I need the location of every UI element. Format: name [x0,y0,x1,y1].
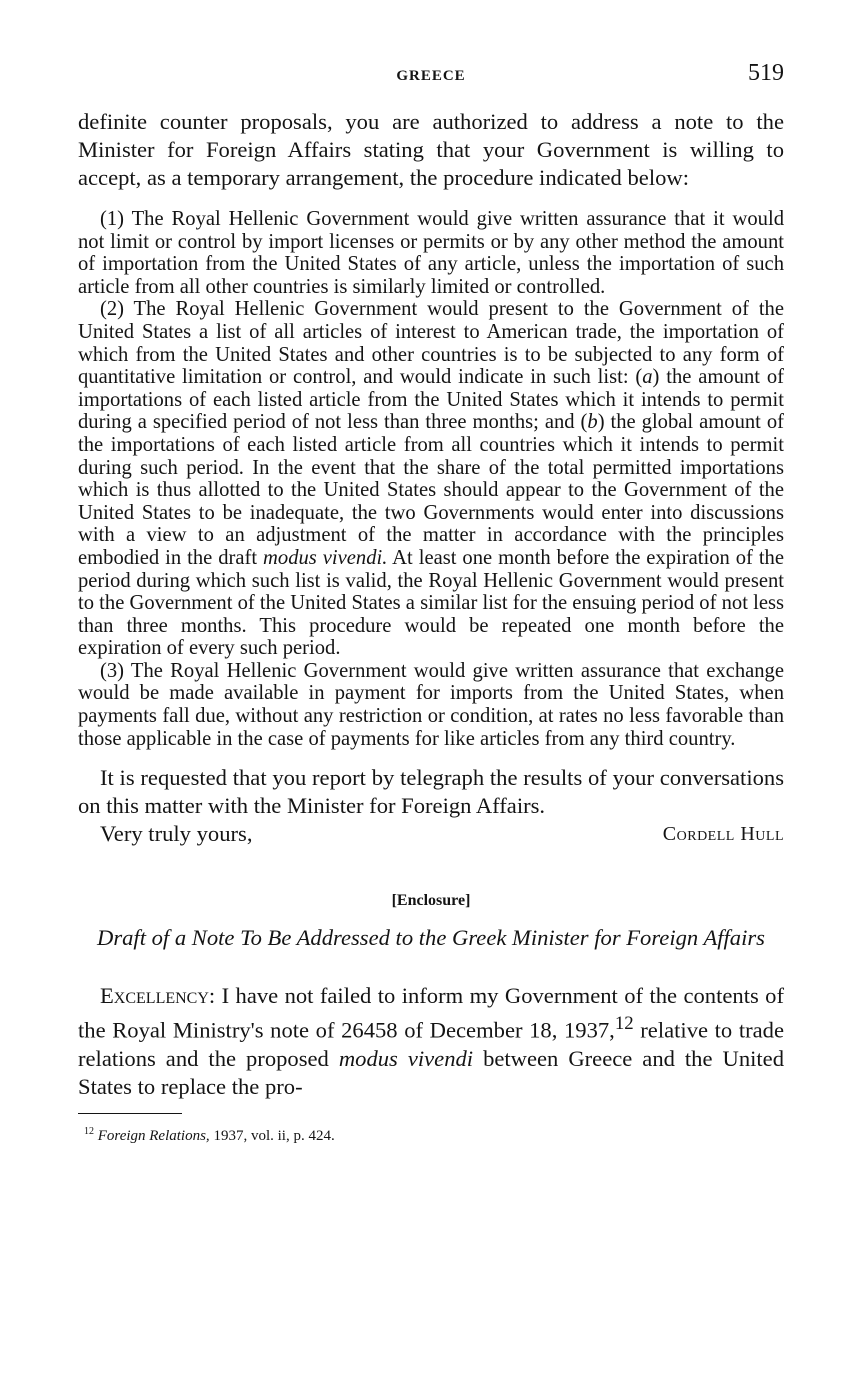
footnote-citation: 1937, vol. ii, p. 424. [209,1127,335,1144]
note-text-2: relative to trade relations and the proposed [78,1017,784,1071]
enclosure-label: [Enclosure] [391,892,471,910]
note-salutation: Excellency: [100,983,216,1009]
lead-paragraph: definite counter proposals, you are authorized to address a note to the Minister for Foreign Affairs stating that your Government is willing to accept, as a temporary arrangement, the procedure indicated below: [78,109,784,190]
condition-2-italic-term: modus vivendi. [263,546,388,569]
complimentary-close: Very truly yours, [100,821,253,847]
condition-3: (3) The Royal Hellenic Government would give written assurance that exchange would be made available in payment for imports from the United States, when payments fall due, without any restriction or condition, at rates no less favorable than those applicable in the case of payments for like articles from any third country. [78,659,784,750]
note-body [78,982,784,1101]
page-number: 519 [748,60,784,86]
page-header [78,58,784,94]
condition-1: (1) The Royal Hellenic Government would give written assurance that it would not limit or control by import licenses or permits or by any other method the amount of importation from the United States of any article, unless the importation of such article from all other countries is similarly limited or controlled. [78,208,784,298]
condition-2 [78,298,784,660]
condition-2-marker-a: a [642,366,653,389]
condition-2-marker-b: b [587,411,598,434]
condition-2-text-4: At least one month before the expiration of the period during which such list is valid, the Royal Hellenic Government would present to the Government of the United States a similar list for the ensuing period of not less than three months. This procedure would be repeated one month before the expiration of every such period. [78,546,784,660]
footnote-divider [78,1113,182,1114]
condition-2-text-1: (2) The Royal Hellenic Government would present to the Government of the United States a list of all articles of interest to American trade, the importation of which from the United States and other countries is to be subjected to any form of quantitative limitation or control, and would indicate in such list: ( [78,298,784,389]
note-text-1: I have not failed to inform my Government of the contents of the Royal Ministry's note of 26458 of December 18, 1937, [78,983,784,1043]
footnote [78,1126,784,1145]
signature: Cordell Hull [662,823,784,846]
conditions-list [78,208,784,750]
closing-paragraph: It is requested that you report by telegraph the results of your conversations on this matter with the Minister for Foreign Affairs. [78,765,784,819]
document-page [78,58,784,1145]
note-italic-term: modus vivendi [338,1045,474,1071]
signoff [78,820,784,848]
running-head: GREECE [396,68,466,84]
footnote-ref[interactable]: 12 [614,1013,634,1035]
draft-title: Draft of a Note To Be Addressed to the Greek Minister for Foreign Affairs [97,925,765,951]
note-text-3: between Greece and the United States to replace the pro- [78,1045,784,1099]
condition-2-text-2: ) the amount of importations of each listed article from the United States which it intends to permit during a specified period of not less than three months; and ( [78,366,785,434]
footnote-number: 12 [84,1125,94,1137]
condition-2-text-3: ) the global amount of the importations of each listed article from all countries which it intends to permit during such period. In the event that the share of the total permitted importations which is thus allotted to the United States should appear to the Government of the United States to be inadequate, the two Governments would enter into discussions with a view to an adjustment of the matter in accordance with the principles embodied in the draft [78,411,785,569]
footnote-source: Foreign Relations, [97,1127,210,1144]
